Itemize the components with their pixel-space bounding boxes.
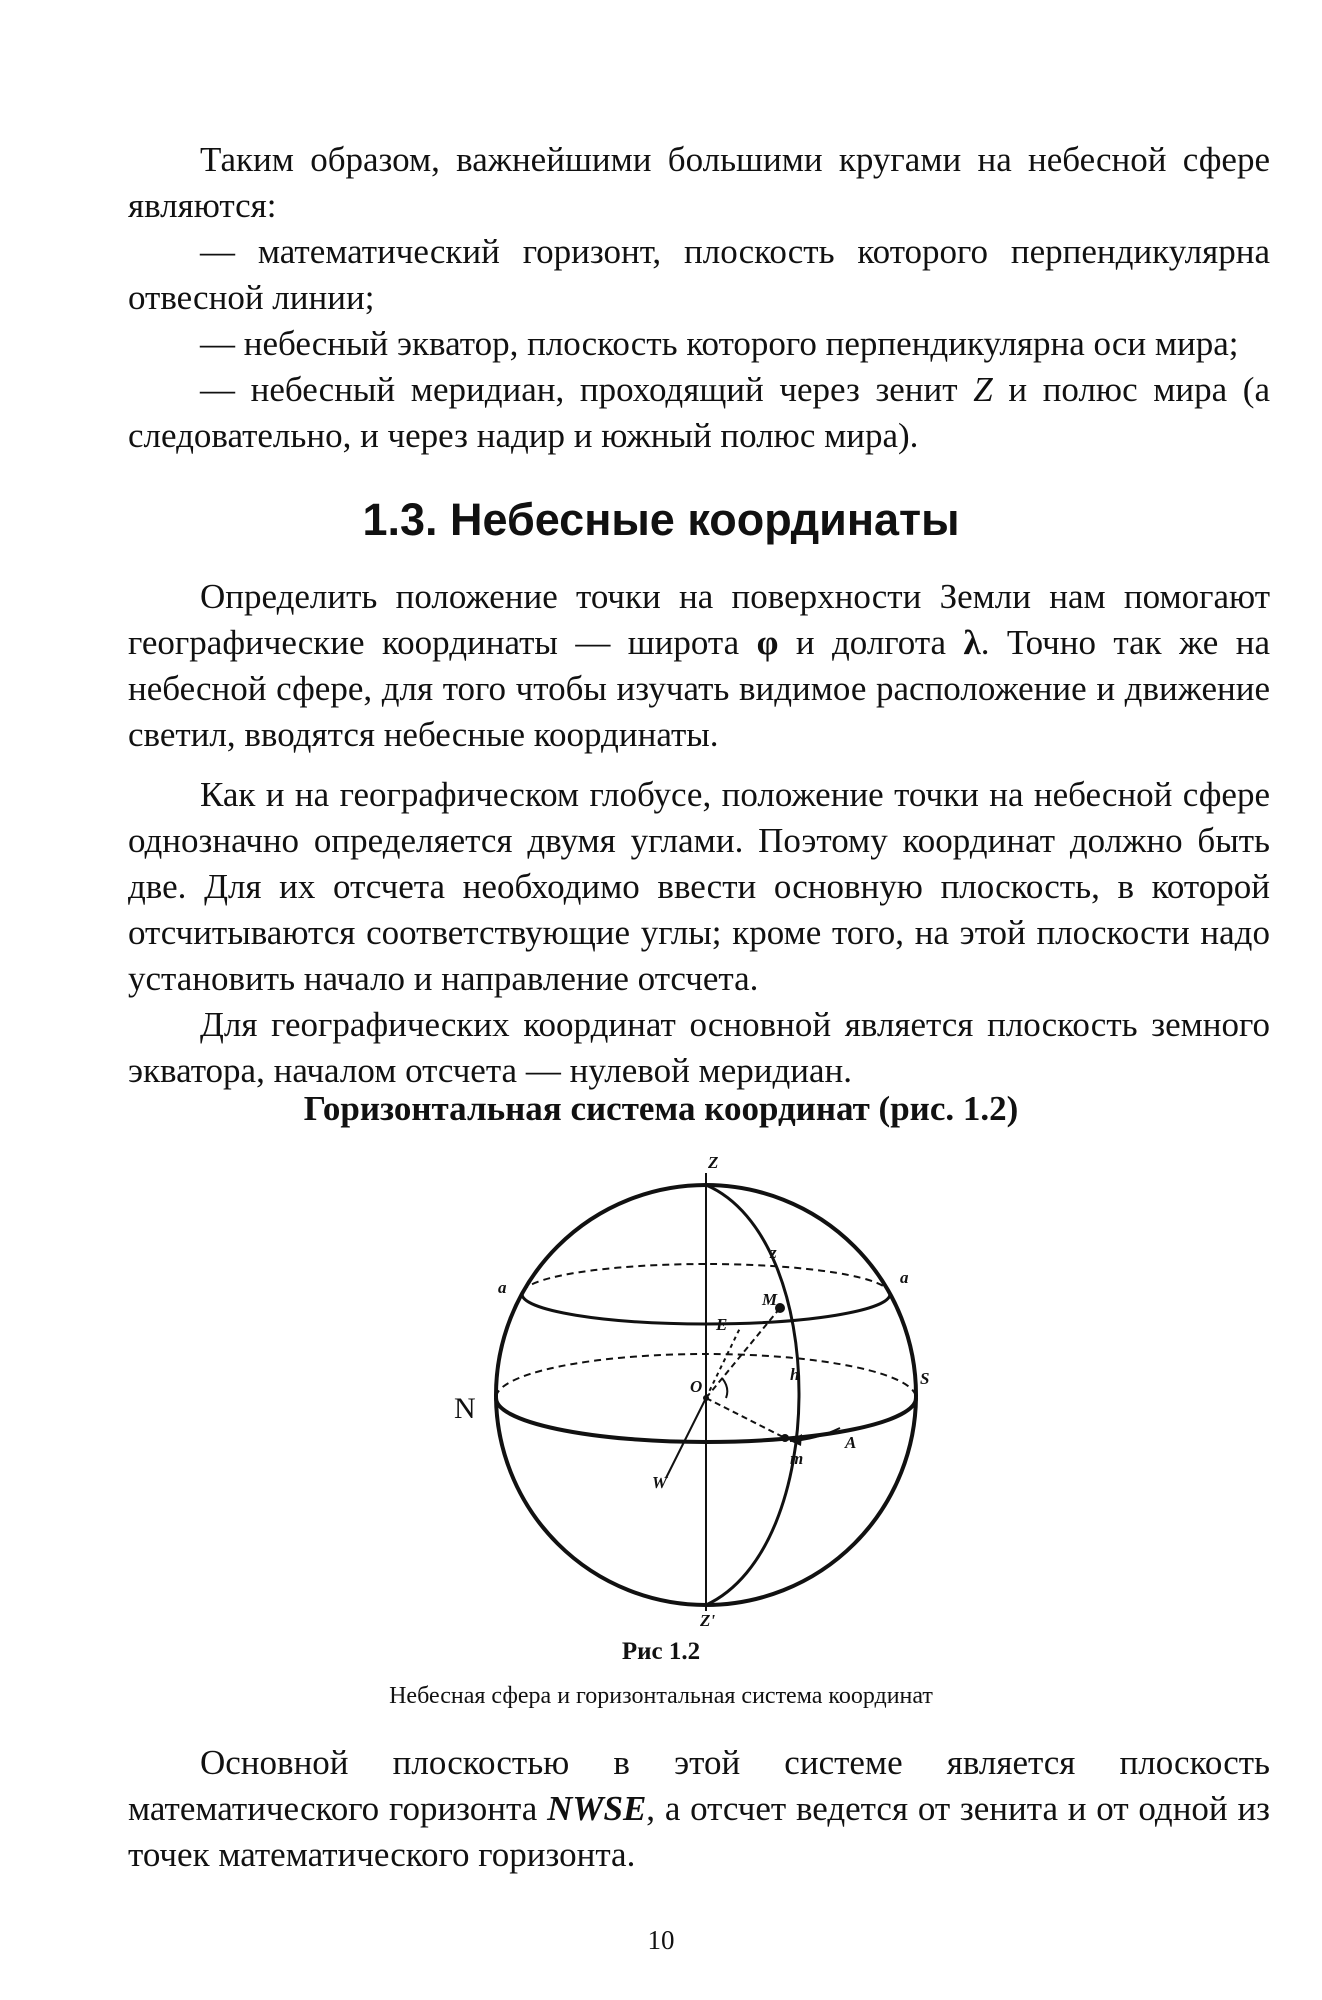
coords-p1-part-a: Определить положение точки на поверхности Земли нам помогают географические координаты — широта (128, 577, 1270, 662)
celestial-sphere-figure (440, 1148, 960, 1628)
almucantar-right-label: a (900, 1268, 909, 1287)
page-number: 10 (647, 1925, 675, 1955)
outro-part-a: Основной плоскостью в этой системе является плоскость математического горизонта (128, 1743, 1270, 1828)
intro-text (128, 137, 1270, 459)
altitude-label: h (790, 1365, 800, 1384)
coords-paragraph-1 (128, 574, 1270, 758)
intro-paragraph-1: Таким образом, важнейшими большими кругами на небесной сфере являются: (128, 140, 1270, 225)
radius-to-west (666, 1398, 706, 1478)
coords-p1-part-b: и долгота (778, 623, 964, 662)
outro-paragraph-1 (128, 1740, 1270, 1878)
coordinates-text (128, 574, 1270, 1094)
radius-to-projection (706, 1398, 785, 1438)
intro-list-item-equator: — небесный экватор, плоскость которого перпендикулярна оси мира; (200, 324, 1239, 363)
section-heading: 1.3. Небесные координаты (362, 494, 960, 545)
center-label: O (690, 1377, 703, 1396)
center-point (703, 1395, 709, 1401)
south-label: S (920, 1369, 930, 1388)
nadir-label: Z' (700, 1611, 716, 1628)
projection-point (781, 1434, 789, 1442)
zenith-label: Z (708, 1153, 719, 1172)
phi-symbol: φ (756, 623, 779, 662)
east-label: E (716, 1315, 728, 1334)
west-label: W (652, 1473, 668, 1492)
figure-caption-title: Небесная сфера и горизонтальная система координат (389, 1683, 933, 1709)
coords-paragraph-3: Для географических координат основной является плоскость земного экватора, началом отсчета — нулевой меридиан. (128, 1005, 1270, 1090)
meridian-text-after: и полюс мира (а следовательно, и через надир и южный полюс мира). (128, 370, 1270, 455)
altitude-arc (722, 1378, 727, 1398)
almucantar-left-label: a (498, 1278, 507, 1297)
north-label: N (454, 1392, 476, 1425)
vertical-circle (706, 1185, 799, 1605)
projection-label: m (790, 1449, 804, 1468)
zenith-symbol: Z (973, 370, 993, 409)
intro-list-item-horizon: — математический горизонт, плоскость которого перпендикулярна отвесной линии; (128, 232, 1270, 317)
coords-paragraph-2: Как и на географическом глобусе, положение точки на небесной сфере однозначно определяется двумя углами. Поэтому координат должно быть две. Для их отсчета необходимо ввести основную плоскость, в которой отсчитываются соответствующие углы; кроме того, на этой плоскости надо установить начало и направление отсчета. (128, 775, 1270, 998)
star-label: M (762, 1290, 778, 1309)
figure-caption-number: Рис 1.2 (621, 1638, 701, 1665)
intro-list-item-meridian (128, 367, 1270, 459)
lambda-symbol: λ (963, 623, 981, 662)
outro-part-b: , а отсчет ведется от зенита и от одной из точек математического горизонта. (128, 1789, 1271, 1874)
subsection-heading: Горизонтальная система координат (рис. 1.2) (303, 1089, 1019, 1128)
horizon-plane-symbol: NWSE (547, 1789, 647, 1828)
meridian-text-before: — небесный меридиан, проходящий через зенит (200, 370, 974, 409)
zenith-distance-label: z (770, 1243, 777, 1262)
coords-p1-part-c: . Точно так же на небесной сфере, для того чтобы изучать видимое расположение и движение светил, вводятся небесные координаты. (128, 623, 1270, 754)
celestial-sphere-diagram (440, 1148, 960, 1628)
azimuth-label: A (845, 1433, 857, 1452)
outro-text (128, 1740, 1270, 1878)
